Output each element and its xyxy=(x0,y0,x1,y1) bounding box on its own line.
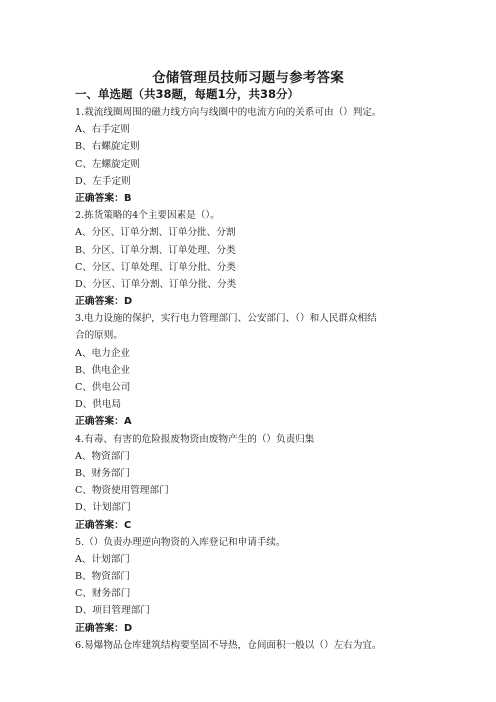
question-stem: 5.（）负责办理逆向物资的入库登记和申请手续。 xyxy=(75,536,286,548)
correct-answer: 正确答案：B xyxy=(75,192,132,204)
option-d: D、计划部门 xyxy=(75,502,131,514)
option-c: C、左螺旋定则 xyxy=(75,158,140,170)
option-b: B、右螺旋定则 xyxy=(75,141,140,153)
correct-answer: 正确答案：C xyxy=(75,519,132,531)
correct-answer: 正确答案：D xyxy=(75,622,133,634)
option-c: C、分区、订单处理、订单分批、分类 xyxy=(75,261,236,273)
option-a: A、分区、订单分割、订单分批、分割 xyxy=(75,227,236,239)
question-stem-continued: 合的原则。 xyxy=(75,330,123,342)
question-list xyxy=(75,104,445,654)
option-d: D、项目管理部门 xyxy=(75,605,150,617)
question-stem: 2.拣货策略的4个主要因素是（）。 xyxy=(75,210,220,222)
correct-answer: 正确答案：A xyxy=(75,416,132,428)
option-c: C、财务部门 xyxy=(75,588,131,600)
option-b: B、供电企业 xyxy=(75,364,131,376)
question-stem: 4.有毒、有害的危险报废物资由废物产生的（）负责归集 xyxy=(75,433,315,445)
document-title: 仓储管理员技师习题与参考答案 xyxy=(152,70,344,86)
option-d: D、供电局 xyxy=(75,399,122,411)
section-heading: 一、单选题（共38题，每题1分，共38分） xyxy=(75,87,300,101)
correct-answer: 正确答案：D xyxy=(75,296,133,308)
option-b: B、物资部门 xyxy=(75,571,131,583)
option-d: D、分区、订单分割、订单分批、分类 xyxy=(75,278,237,290)
option-a: A、计划部门 xyxy=(75,553,130,565)
option-c: C、供电公司 xyxy=(75,382,131,393)
question-stem: 3.电力设施的保护，实行电力管理部门、公安部门、（）和人民群众相结 xyxy=(75,313,377,325)
question-stem: 6.易爆物品仓库建筑结构要坚固不导热，仓间面积一般以（）左右为宜。 xyxy=(75,639,382,651)
option-d: D、左手定则 xyxy=(75,175,131,187)
question-stem: 1.栽流线圈周围的磁力线方向与线圈中的电流方向的关系可由（）判定。 xyxy=(75,107,382,118)
option-c: C、物资使用管理部门 xyxy=(75,485,169,497)
option-a: A、右手定则 xyxy=(75,124,130,136)
option-a: A、电力企业 xyxy=(75,347,130,359)
option-b: B、分区、订单分割、订单处理、分类 xyxy=(75,244,236,256)
option-a: A、物资部门 xyxy=(75,450,130,462)
option-b: B、财务部门 xyxy=(75,467,131,479)
